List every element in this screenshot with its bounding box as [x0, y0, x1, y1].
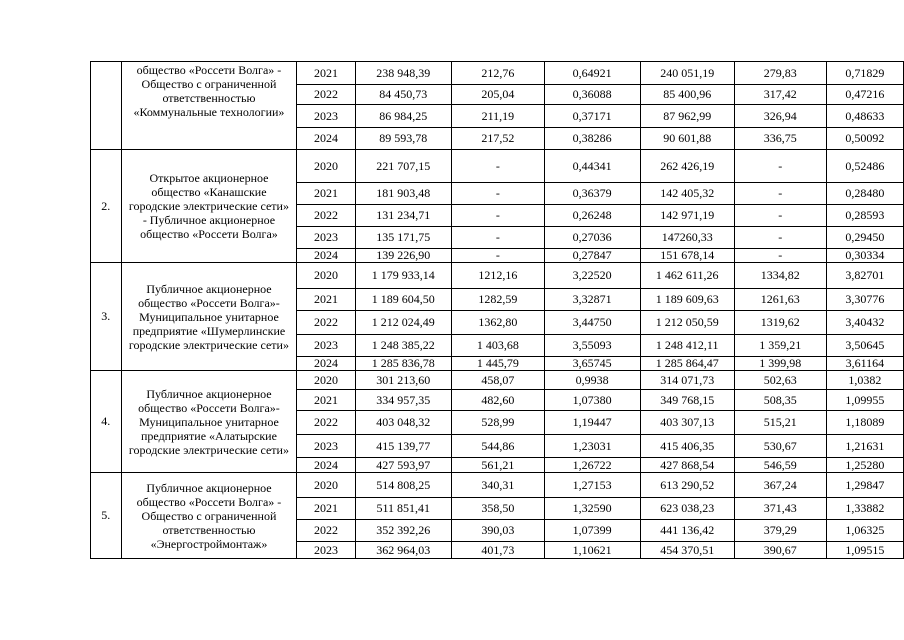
year-cell: 2020 — [297, 473, 355, 498]
value-cell: 1 445,79 — [451, 357, 544, 371]
row-number-cell: 3. — [91, 263, 122, 371]
year-cell: 2024 — [297, 249, 355, 263]
value-cell: 142 971,19 — [640, 205, 734, 227]
value-cell: 0,27847 — [544, 249, 640, 263]
value-cell: 0,47216 — [826, 85, 903, 105]
value-cell: 403 048,32 — [355, 411, 451, 435]
year-cell: 2020 — [297, 371, 355, 390]
value-cell: 530,67 — [734, 435, 826, 458]
value-cell: - — [451, 249, 544, 263]
value-cell: 139 226,90 — [355, 249, 451, 263]
year-cell: 2024 — [297, 458, 355, 473]
value-cell: 0,50092 — [826, 128, 903, 150]
value-cell: 1 189 604,50 — [355, 289, 451, 311]
value-cell: 0,44341 — [544, 150, 640, 183]
value-cell: 0,38286 — [544, 128, 640, 150]
value-cell: 458,07 — [451, 371, 544, 390]
value-cell: 212,76 — [451, 62, 544, 85]
row-number-cell: 2. — [91, 150, 122, 263]
value-cell: 0,37171 — [544, 105, 640, 128]
value-cell: 240 051,19 — [640, 62, 734, 85]
year-cell: 2021 — [297, 498, 355, 520]
table-row — [91, 62, 904, 85]
value-cell: 1 285 836,78 — [355, 357, 451, 371]
value-cell: 1261,63 — [734, 289, 826, 311]
value-cell: 1212,16 — [451, 263, 544, 289]
value-cell: 1,10621 — [544, 542, 640, 559]
value-cell: 262 426,19 — [640, 150, 734, 183]
value-cell: 1 285 864,47 — [640, 357, 734, 371]
row-number-cell — [91, 62, 122, 150]
value-cell: 0,9938 — [544, 371, 640, 390]
value-cell: - — [734, 205, 826, 227]
value-cell: 390,67 — [734, 542, 826, 559]
value-cell: 3,65745 — [544, 357, 640, 371]
value-cell: 1,21631 — [826, 435, 903, 458]
year-cell: 2024 — [297, 357, 355, 371]
value-cell: 1,27153 — [544, 473, 640, 498]
tariff-table — [90, 61, 904, 559]
value-cell: 379,29 — [734, 520, 826, 542]
year-cell: 2020 — [297, 150, 355, 183]
value-cell: 613 290,52 — [640, 473, 734, 498]
value-cell: 3,50645 — [826, 335, 903, 357]
value-cell: 87 962,99 — [640, 105, 734, 128]
value-cell: 326,94 — [734, 105, 826, 128]
value-cell: 1334,82 — [734, 263, 826, 289]
value-cell: 1 248 385,22 — [355, 335, 451, 357]
year-cell: 2021 — [297, 390, 355, 411]
value-cell: 3,32871 — [544, 289, 640, 311]
year-cell: 2021 — [297, 183, 355, 205]
value-cell: 86 984,25 — [355, 105, 451, 128]
value-cell: 0,64921 — [544, 62, 640, 85]
value-cell: 1,19447 — [544, 411, 640, 435]
year-cell: 2022 — [297, 520, 355, 542]
value-cell: 84 450,73 — [355, 85, 451, 105]
value-cell: 340,31 — [451, 473, 544, 498]
value-cell: 151 678,14 — [640, 249, 734, 263]
value-cell: 89 593,78 — [355, 128, 451, 150]
table-body — [91, 62, 904, 559]
value-cell: - — [451, 227, 544, 249]
row-number-cell: 5. — [91, 473, 122, 559]
year-cell: 2023 — [297, 105, 355, 128]
value-cell: 90 601,88 — [640, 128, 734, 150]
value-cell: 1,29847 — [826, 473, 903, 498]
value-cell: 415 139,77 — [355, 435, 451, 458]
value-cell: 358,50 — [451, 498, 544, 520]
value-cell: 142 405,32 — [640, 183, 734, 205]
value-cell: 221 707,15 — [355, 150, 451, 183]
value-cell: 1,25280 — [826, 458, 903, 473]
value-cell: 3,55093 — [544, 335, 640, 357]
value-cell: 1 359,21 — [734, 335, 826, 357]
value-cell: 1282,59 — [451, 289, 544, 311]
year-cell: 2021 — [297, 289, 355, 311]
value-cell: 1 189 609,63 — [640, 289, 734, 311]
value-cell: 1,32590 — [544, 498, 640, 520]
year-cell: 2024 — [297, 128, 355, 150]
value-cell: 135 171,75 — [355, 227, 451, 249]
value-cell: 3,40432 — [826, 311, 903, 335]
value-cell: 3,61164 — [826, 357, 903, 371]
year-cell: 2021 — [297, 62, 355, 85]
value-cell: 454 370,51 — [640, 542, 734, 559]
value-cell: - — [451, 183, 544, 205]
value-cell: 147260,33 — [640, 227, 734, 249]
value-cell: 0,26248 — [544, 205, 640, 227]
table-row — [91, 371, 904, 390]
value-cell: 511 851,41 — [355, 498, 451, 520]
value-cell: 336,75 — [734, 128, 826, 150]
value-cell: 390,03 — [451, 520, 544, 542]
value-cell: 514 808,25 — [355, 473, 451, 498]
value-cell: 427 593,97 — [355, 458, 451, 473]
value-cell: 1,23031 — [544, 435, 640, 458]
value-cell: - — [734, 183, 826, 205]
value-cell: 1,06325 — [826, 520, 903, 542]
value-cell: 1,33882 — [826, 498, 903, 520]
value-cell: 1,09515 — [826, 542, 903, 559]
table-row — [91, 263, 904, 289]
value-cell: 561,21 — [451, 458, 544, 473]
value-cell: 515,21 — [734, 411, 826, 435]
value-cell: 317,42 — [734, 85, 826, 105]
value-cell: 279,83 — [734, 62, 826, 85]
value-cell: 0,29450 — [826, 227, 903, 249]
organization-name-cell: Публичное акционерное общество «Россети Волга»- Муниципальное унитарное предприятие «Шумерлинские городские электрические сети» — [121, 263, 297, 371]
value-cell: 0,28593 — [826, 205, 903, 227]
value-cell: 3,44750 — [544, 311, 640, 335]
value-cell: 362 964,03 — [355, 542, 451, 559]
row-number-cell: 4. — [91, 371, 122, 473]
value-cell: 544,86 — [451, 435, 544, 458]
value-cell: 0,28480 — [826, 183, 903, 205]
value-cell: 0,27036 — [544, 227, 640, 249]
value-cell: 131 234,71 — [355, 205, 451, 227]
value-cell: 1 462 611,26 — [640, 263, 734, 289]
value-cell: 441 136,42 — [640, 520, 734, 542]
value-cell: 3,82701 — [826, 263, 903, 289]
value-cell: 403 307,13 — [640, 411, 734, 435]
value-cell: 371,43 — [734, 498, 826, 520]
value-cell: 1,07380 — [544, 390, 640, 411]
value-cell: 0,30334 — [826, 249, 903, 263]
organization-name-cell: Публичное акционерное общество «Россети Волга»- Муниципальное унитарное предприятие «Алатырские городские электрические сети» — [121, 371, 297, 473]
value-cell: 415 406,35 — [640, 435, 734, 458]
value-cell: 482,60 — [451, 390, 544, 411]
organization-name-cell: общество «Россети Волга» - Общество с ограниченной ответственностью «Коммунальные технологии» — [121, 62, 297, 150]
value-cell: 0,52486 — [826, 150, 903, 183]
value-cell: - — [451, 205, 544, 227]
organization-name-cell: Открытое акционерное общество «Канашские городские электрические сети» - Публичное акционерное общество «Россети Волга» — [121, 150, 297, 263]
value-cell: 301 213,60 — [355, 371, 451, 390]
value-cell: - — [734, 249, 826, 263]
value-cell: 427 868,54 — [640, 458, 734, 473]
value-cell: 546,59 — [734, 458, 826, 473]
value-cell: 508,35 — [734, 390, 826, 411]
year-cell: 2023 — [297, 435, 355, 458]
table-row — [91, 473, 904, 498]
year-cell: 2022 — [297, 311, 355, 335]
value-cell: 1,09955 — [826, 390, 903, 411]
value-cell: 211,19 — [451, 105, 544, 128]
year-cell: 2023 — [297, 335, 355, 357]
value-cell: 1 403,68 — [451, 335, 544, 357]
value-cell: 314 071,73 — [640, 371, 734, 390]
value-cell: 3,30776 — [826, 289, 903, 311]
value-cell: 238 948,39 — [355, 62, 451, 85]
value-cell: 1,18089 — [826, 411, 903, 435]
value-cell: 1 212 050,59 — [640, 311, 734, 335]
year-cell: 2023 — [297, 227, 355, 249]
value-cell: 0,36088 — [544, 85, 640, 105]
value-cell: - — [734, 227, 826, 249]
table-row — [91, 150, 904, 183]
organization-name-cell: Публичное акционерное общество «Россети Волга» - Общество с ограниченной ответственностью «Энергостроймонтаж» — [121, 473, 297, 559]
value-cell: 352 392,26 — [355, 520, 451, 542]
value-cell: 0,36379 — [544, 183, 640, 205]
value-cell: 205,04 — [451, 85, 544, 105]
value-cell: 334 957,35 — [355, 390, 451, 411]
value-cell: 181 903,48 — [355, 183, 451, 205]
year-cell: 2022 — [297, 85, 355, 105]
value-cell: 0,71829 — [826, 62, 903, 85]
value-cell: 367,24 — [734, 473, 826, 498]
value-cell: 1,07399 — [544, 520, 640, 542]
value-cell: 401,73 — [451, 542, 544, 559]
value-cell: 1,26722 — [544, 458, 640, 473]
value-cell: 1 212 024,49 — [355, 311, 451, 335]
value-cell: 3,22520 — [544, 263, 640, 289]
year-cell: 2020 — [297, 263, 355, 289]
year-cell: 2022 — [297, 205, 355, 227]
value-cell: 85 400,96 — [640, 85, 734, 105]
value-cell: 1,0382 — [826, 371, 903, 390]
value-cell: 349 768,15 — [640, 390, 734, 411]
value-cell: 0,48633 — [826, 105, 903, 128]
value-cell: 1 179 933,14 — [355, 263, 451, 289]
value-cell: 528,99 — [451, 411, 544, 435]
value-cell: - — [451, 150, 544, 183]
year-cell: 2023 — [297, 542, 355, 559]
value-cell: 1362,80 — [451, 311, 544, 335]
value-cell: 1 399,98 — [734, 357, 826, 371]
value-cell: 1 248 412,11 — [640, 335, 734, 357]
value-cell: 217,52 — [451, 128, 544, 150]
year-cell: 2022 — [297, 411, 355, 435]
value-cell: 1319,62 — [734, 311, 826, 335]
value-cell: 502,63 — [734, 371, 826, 390]
value-cell: 623 038,23 — [640, 498, 734, 520]
value-cell: - — [734, 150, 826, 183]
